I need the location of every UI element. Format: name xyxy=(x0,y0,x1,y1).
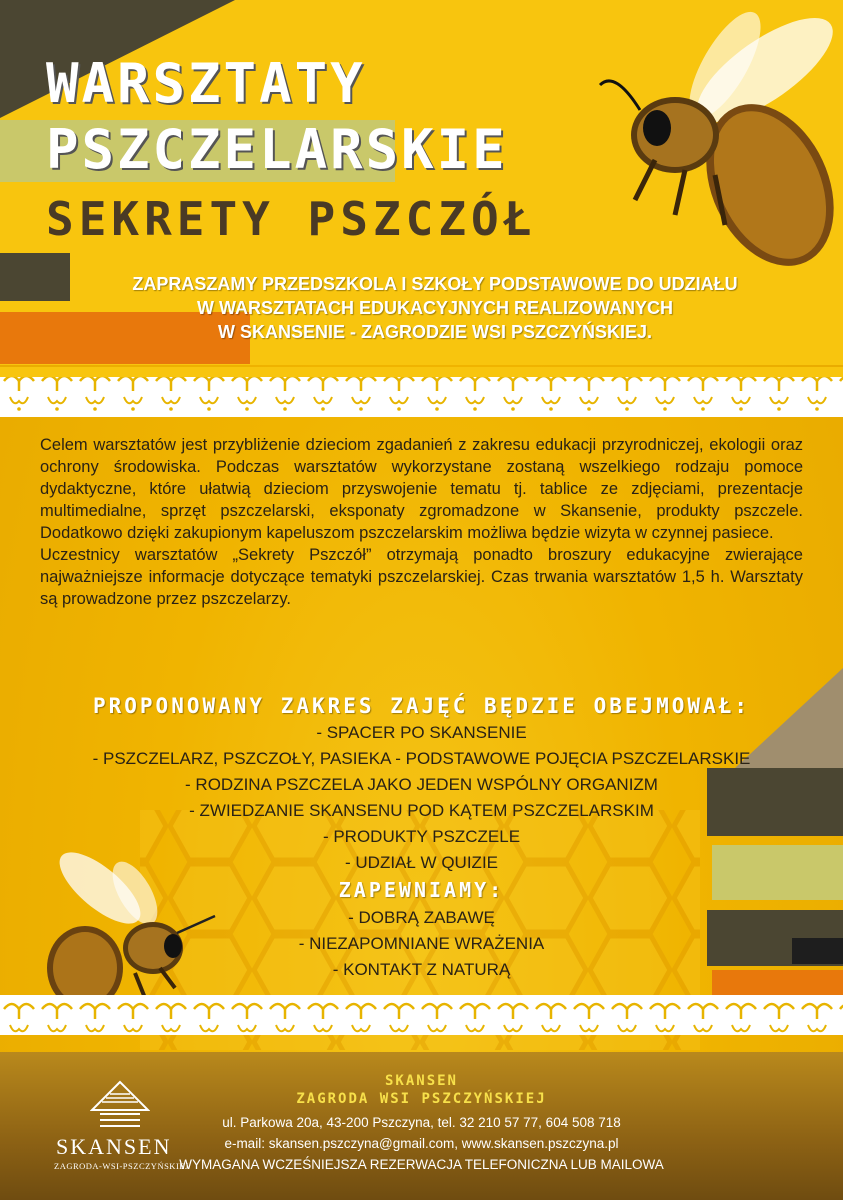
title-line-1: WARSZTATY xyxy=(46,52,366,115)
list-item: - ZWIEDZANIE SKANSENU POD KĄTEM PSZCZELARSKIM xyxy=(189,801,654,820)
title-line-2: PSZCZELARSKIE xyxy=(46,118,508,181)
invitation-line: W WARSZTATACH EDUKACYJNYCH REALIZOWANYCH xyxy=(197,298,673,318)
list-item: - KONTAKT Z NATURĄ xyxy=(332,960,511,979)
logo-subtitle: ZAGRODA-WSI-PSZCZYŃSKIEJ xyxy=(54,1161,189,1171)
invitation-text xyxy=(40,272,830,344)
list-item: - PSZCZELARZ, PSZCZOŁY, PASIEKA - PODSTAWOWE POJĘCIA PSZCZELARSKIE xyxy=(92,749,751,768)
logo-text: SKANSEN xyxy=(56,1134,172,1159)
footer-address: ul. Parkowa 20a, 43-200 Pszczyna, tel. 32 210 57 77, 604 508 718 xyxy=(222,1115,621,1130)
bee-icon xyxy=(595,10,843,280)
footer-notice: WYMAGANA WCZEŚNIEJSZA REZERWACJA TELEFONICZNA LUB MAILOWA xyxy=(179,1157,664,1172)
invitation-line: W SKANSENIE - ZAGRODZIE WSI PSZCZYŃSKIEJ. xyxy=(217,322,653,342)
ornament-icon xyxy=(0,995,843,1035)
list-item: - SPACER PO SKANSENIE xyxy=(316,723,527,742)
invitation-line: ZAPRASZAMY PRZEDSZKOLA I SZKOŁY PODSTAWOWE DO UDZIAŁU xyxy=(132,274,738,294)
footer-contact: e-mail: skansen.pszczyna@gmail.com, www.skansen.pszczyna.pl xyxy=(224,1136,619,1151)
ornament-icon xyxy=(0,367,843,417)
description-paragraph: Uczestnicy warsztatów „Sekrety Pszczół” otrzymają ponadto broszury edukacyjne zwierające najważniejsze informacje dotyczące tematyki pszczelarskiej. Czas trwania warsztatów 1,5 h. Warsztaty są prowadzone przez pszczelarzy. xyxy=(40,546,803,608)
footer-name-line-1: SKANSEN xyxy=(384,1073,458,1089)
list-item: - UDZIAŁ W QUIZIE xyxy=(345,853,498,872)
ornament-band-bottom xyxy=(0,995,843,1035)
guarantee-heading: ZAPEWNIAMY: xyxy=(338,878,505,902)
subtitle: SEKRETY PSZCZÓŁ xyxy=(46,192,537,246)
bee-icon xyxy=(25,848,225,1018)
description xyxy=(40,434,803,610)
list-item: - DOBRĄ ZABAWĘ xyxy=(348,908,495,927)
program-heading: PROPONOWANY ZAKRES ZAJĘĆ BĘDZIE OBEJMOWAŁ: xyxy=(92,694,750,718)
list-item: - PRODUKTY PSZCZELE xyxy=(322,827,521,846)
list-item: - RODZINA PSZCZELA JAKO JEDEN WSPÓLNY ORGANIZM xyxy=(185,775,658,794)
ornament-band-top xyxy=(0,367,843,417)
list-item: - NIEZAPOMNIANE WRAŻENIA xyxy=(298,934,545,953)
description-paragraph: Celem warsztatów jest przybliżenie dzieciom zgadanień z zakresu edukacji przyrodniczej, ekologii oraz ochrony środowiska. Podczas warsztatów wykorzystane zostaną wszelkiego rodzaju pomoce dydaktyczne, które ułatwią dzieciom przyswojenie tematu tj. tablice ze zdjęciami, prezentacje multimedialne, sprzęt pszczelarski, eksponaty zgromadzone w Skansenie, produkty pszczele. Dodatkowo dzięki zakupionym kapeluszom pszczelarskim możliwa będzie wizyta w czynnej pasiece. xyxy=(40,436,803,542)
footer-name-line-2: ZAGRODA WSI PSZCZYŃSKIEJ xyxy=(296,1091,547,1107)
